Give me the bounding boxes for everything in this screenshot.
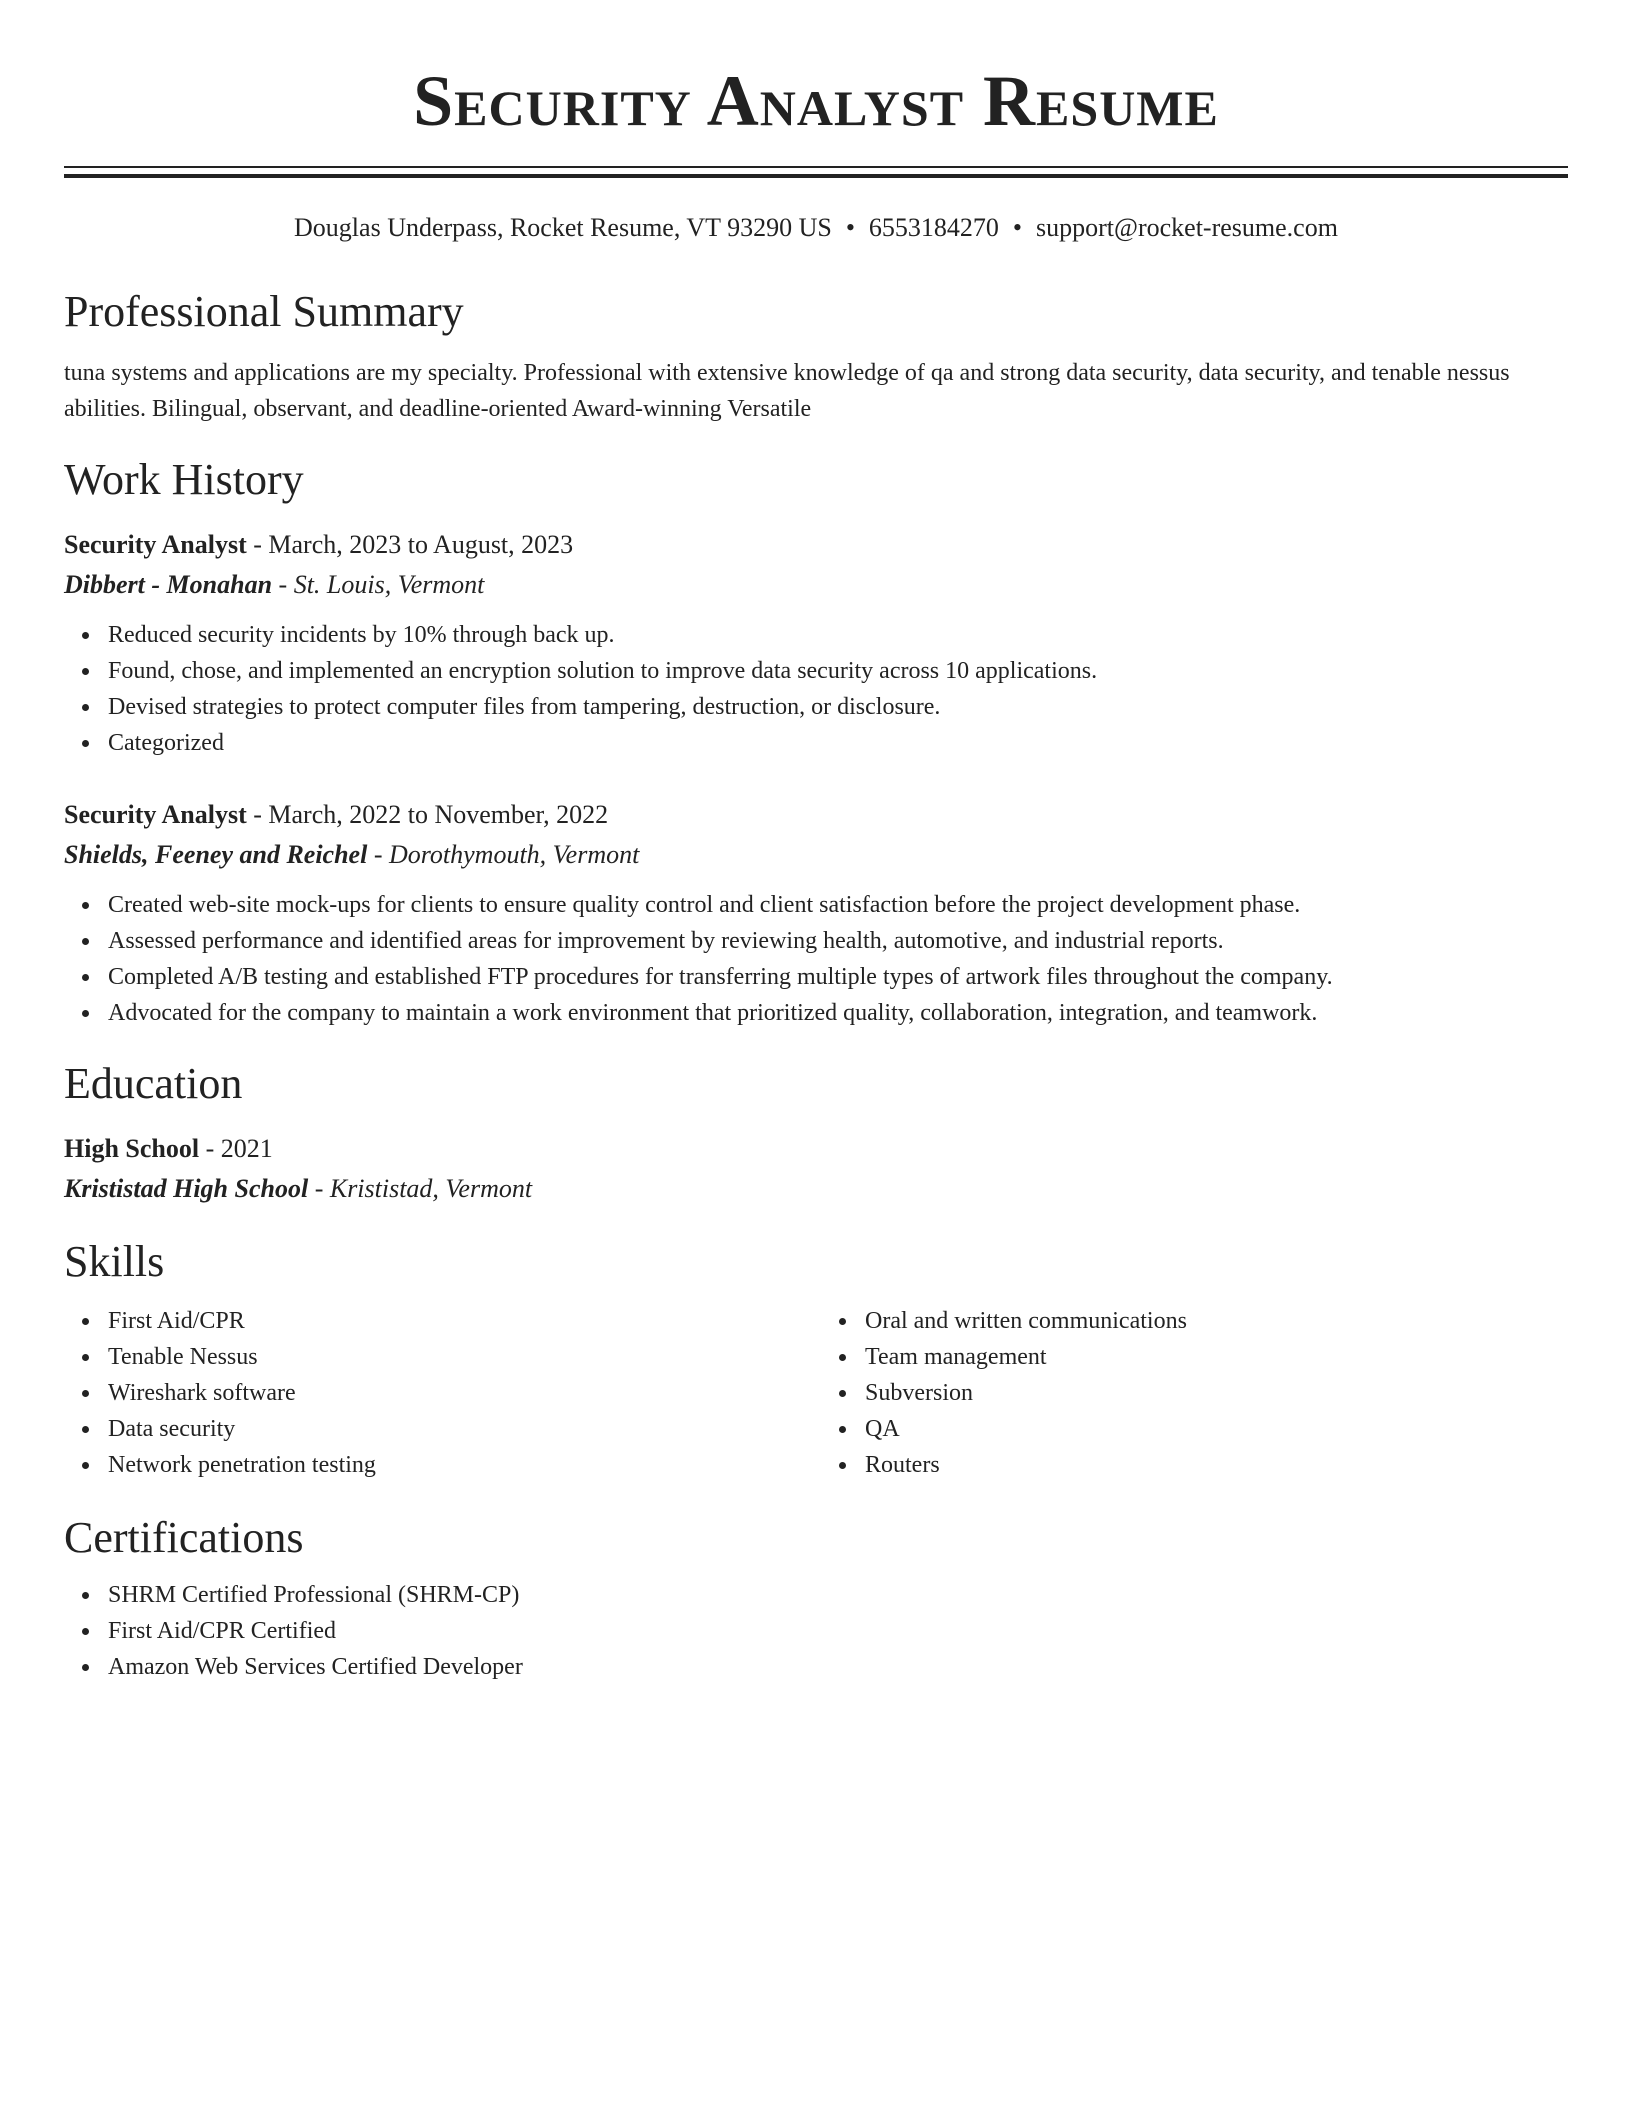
- job-entry: [64, 795, 1568, 1031]
- list-item: Created web-site mock-ups for clients to ensure quality control and client satisfaction before the project development phase.: [108, 887, 1568, 923]
- skills-grid: [64, 1303, 1568, 1483]
- contact-phone: 6553184270: [868, 213, 999, 242]
- employer-line: [64, 565, 1568, 605]
- employer-location: - Dorothymouth, Vermont: [367, 840, 640, 869]
- list-item: Categorized: [108, 725, 1568, 761]
- job-dates: - March, 2023 to August, 2023: [246, 530, 574, 559]
- employer-name: Dibbert - Monahan: [64, 570, 273, 599]
- skills-list-left: [64, 1303, 764, 1483]
- education-entry: [64, 1129, 1568, 1209]
- title-rule-thick: [64, 174, 1568, 178]
- job-dates: - March, 2022 to November, 2022: [246, 800, 609, 829]
- list-item: Network penetration testing: [108, 1447, 764, 1483]
- list-item: SHRM Certified Professional (SHRM-CP): [108, 1577, 1568, 1613]
- list-item: Assessed performance and identified areas for improvement by reviewing health, automotive, and industrial reports.: [108, 923, 1568, 959]
- list-item: Found, chose, and implemented an encryption solution to improve data security across 10 applications.: [108, 653, 1568, 689]
- skills-list-right: [764, 1303, 1504, 1483]
- job-title-line: [64, 525, 1568, 565]
- job-entry: [64, 525, 1568, 761]
- contact-address: Douglas Underpass, Rocket Resume, VT 93290 US: [294, 213, 832, 242]
- page-title: Security Analyst Resume: [413, 61, 1219, 141]
- list-item: First Aid/CPR: [108, 1303, 764, 1339]
- list-item: Oral and written communications: [865, 1303, 1504, 1339]
- degree-line: [64, 1129, 1568, 1169]
- job-title-line: [64, 795, 1568, 835]
- employer-name: Shields, Feeney and Reichel: [64, 840, 368, 869]
- list-item: Tenable Nessus: [108, 1339, 764, 1375]
- list-item: Amazon Web Services Certified Developer: [108, 1649, 1568, 1685]
- contact-email: support@rocket-resume.com: [1036, 213, 1338, 242]
- job-bullets: [64, 617, 1568, 761]
- contact-line: [64, 211, 1568, 245]
- school-location: - Krististad, Vermont: [308, 1174, 533, 1203]
- list-item: Reduced security incidents by 10% through back up.: [108, 617, 1568, 653]
- school-line: [64, 1169, 1568, 1209]
- list-item: Devised strategies to protect computer files from tampering, destruction, or disclosure.: [108, 689, 1568, 725]
- title-rule-thin: [64, 166, 1568, 168]
- list-item: First Aid/CPR Certified: [108, 1613, 1568, 1649]
- list-item: Routers: [865, 1447, 1504, 1483]
- certifications-heading: Certifications: [64, 1513, 304, 1562]
- school-name: Krististad High School: [64, 1174, 309, 1203]
- summary-heading: Professional Summary: [64, 287, 464, 336]
- list-item: Advocated for the company to maintain a work environment that prioritized quality, collaboration, integration, and teamwork.: [108, 995, 1568, 1031]
- skills-heading: Skills: [64, 1237, 165, 1286]
- list-item: Completed A/B testing and established FTP procedures for transferring multiple types of artwork files throughout the company.: [108, 959, 1568, 995]
- list-item: Team management: [865, 1339, 1504, 1375]
- list-item: Wireshark software: [108, 1375, 764, 1411]
- job-bullets: [64, 887, 1568, 1031]
- list-item: Data security: [108, 1411, 764, 1447]
- contact-separator: •: [1012, 213, 1023, 242]
- job-title: Security Analyst: [64, 800, 247, 829]
- contact-separator: •: [845, 213, 855, 242]
- degree-name: High School: [64, 1134, 200, 1163]
- employer-location: - St. Louis, Vermont: [272, 570, 485, 599]
- list-item: QA: [865, 1411, 1504, 1447]
- certifications-list: [64, 1577, 1568, 1685]
- employer-line: [64, 835, 1568, 875]
- list-item: Subversion: [865, 1375, 1504, 1411]
- summary-text: tuna systems and applications are my specialty. Professional with extensive knowledge of qa and strong data security, data security, and tenable nessus abilities. Bilingual, observant, and deadline-oriented Award-winning Versatile: [64, 360, 1510, 422]
- work-history-heading: Work History: [64, 455, 304, 504]
- degree-year: - 2021: [199, 1134, 273, 1163]
- job-title: Security Analyst: [64, 530, 247, 559]
- education-heading: Education: [64, 1059, 243, 1108]
